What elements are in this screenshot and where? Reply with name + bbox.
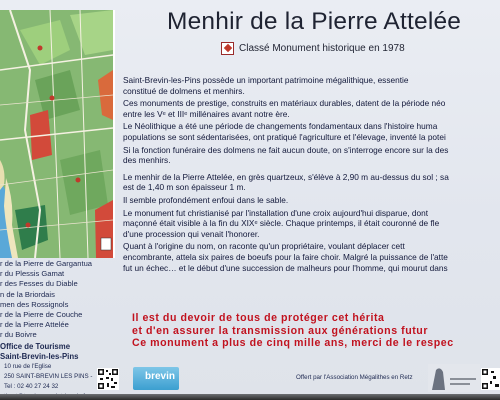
qr-code bbox=[481, 368, 500, 390]
text-line: Le Néolithique a été une période de changements fondamentaux dans l'histoire huma bbox=[123, 121, 438, 132]
site-map bbox=[0, 10, 115, 258]
sign-body-text bbox=[123, 75, 500, 275]
megalithes-logo bbox=[428, 364, 480, 392]
heritage-label bbox=[221, 41, 405, 55]
map-legend bbox=[0, 259, 116, 341]
legend-item: r de la Pierre de Gargantua bbox=[0, 259, 93, 268]
text-line: Le monument fut christianisé par l'installation d'une croix aujourd'hui disparue, dont bbox=[123, 207, 428, 218]
text-line: fut un échec… et le début d'une succession de malheurs pour l'homme, qui mourut dans bbox=[123, 262, 448, 273]
text-line: d'une procession qui venait l'honorer. bbox=[123, 228, 260, 239]
office-city: Saint-Brevin-les-Pins bbox=[0, 352, 79, 361]
text-line: constitué de dolmens et menhirs. bbox=[123, 85, 245, 96]
brevin-logo-text: brevin bbox=[145, 371, 176, 382]
legend-item: men des Rossignols bbox=[0, 299, 69, 309]
text-line: Si la fonction funéraire des dolmens ne fait aucun doute, on s'interroge encore sur la des bbox=[123, 144, 449, 155]
paragraph bbox=[123, 145, 500, 166]
paragraph bbox=[123, 195, 500, 206]
legend-item: r de la Pierre Attelée bbox=[0, 320, 69, 330]
sign-title: Menhir de la Pierre Attelée bbox=[167, 8, 462, 35]
text-line: maçonné était visible à la fin du XIXᵉ siècle. Chaque printemps, il était couronné de fle bbox=[123, 218, 440, 229]
paragraph bbox=[123, 121, 500, 142]
map-illustration bbox=[0, 10, 113, 258]
historic-monument-icon bbox=[221, 42, 234, 55]
paragraph bbox=[123, 241, 500, 273]
text-line: Saint-Brevin-les-Pins possède un important patrimoine mégalithique, essentie bbox=[123, 75, 409, 85]
office-phone: Tel : 02 40 27 24 32 bbox=[4, 383, 59, 390]
protection-notice bbox=[132, 312, 500, 350]
text-line: des menhirs. bbox=[123, 155, 171, 166]
notice-line: Il est du devoir de tous de protéger cet hérita bbox=[132, 312, 385, 324]
legend-item: r du Plessis Gamat bbox=[0, 269, 65, 279]
text-line: populations se sont sédentarisées, ont pratiqué l'agriculture et l'élevage, inventé la potei bbox=[123, 131, 446, 142]
office-name: Office de Tourisme bbox=[0, 342, 71, 351]
text-line: Ces monuments de prestige, construits en matériaux durables, datent de la période néo bbox=[123, 98, 446, 109]
text-line: Le menhir de la Pierre Attelée, en grès quartzeux, s'élève à 2,90 m au-dessus du sol ; sa bbox=[123, 171, 449, 182]
text-line: Quant à l'origine du nom, on raconte qu'un propriétaire, voulant déplacer cett bbox=[123, 241, 405, 252]
office-postcode: 250 SAINT-BREVIN LES PINS - bbox=[4, 373, 93, 380]
paragraph bbox=[123, 208, 500, 240]
paragraph bbox=[123, 98, 500, 119]
legend-item: r de la Pierre de Couche bbox=[0, 310, 83, 320]
legend-item: n de la Briordais bbox=[0, 289, 55, 299]
heritage-text: Classé Monument historique en 1978 bbox=[239, 42, 405, 54]
text-line: entre les Vᵉ et IIIᵉ millénaires avant notre ère. bbox=[123, 108, 290, 119]
text-line: encombrante, attela six paires de boeufs pour la faire choir. Malgré la puissance de l'atte bbox=[123, 251, 448, 262]
office-address: 10 rue de l'Eglise bbox=[4, 363, 52, 370]
legend-item: r du Boivre bbox=[0, 330, 37, 340]
legend-item: r des Fesses du Diable bbox=[0, 279, 78, 289]
text-line: est de 1,40 m son épaisseur 1 m. bbox=[123, 182, 246, 193]
qr-code bbox=[97, 368, 119, 390]
notice-line: et d'en assurer la transmission aux générations futur bbox=[132, 324, 429, 337]
text-line: Il semble profondément enfoui dans le sable. bbox=[123, 194, 289, 205]
notice-line: Ce monument a plus de cinq mille ans, merci de le respec bbox=[132, 337, 454, 350]
paragraph bbox=[123, 75, 500, 96]
paragraph bbox=[123, 172, 500, 193]
sign-frame-edge bbox=[0, 394, 500, 400]
sponsor-credit: Offert par l'Association Mégalithes en Retz bbox=[296, 374, 413, 381]
